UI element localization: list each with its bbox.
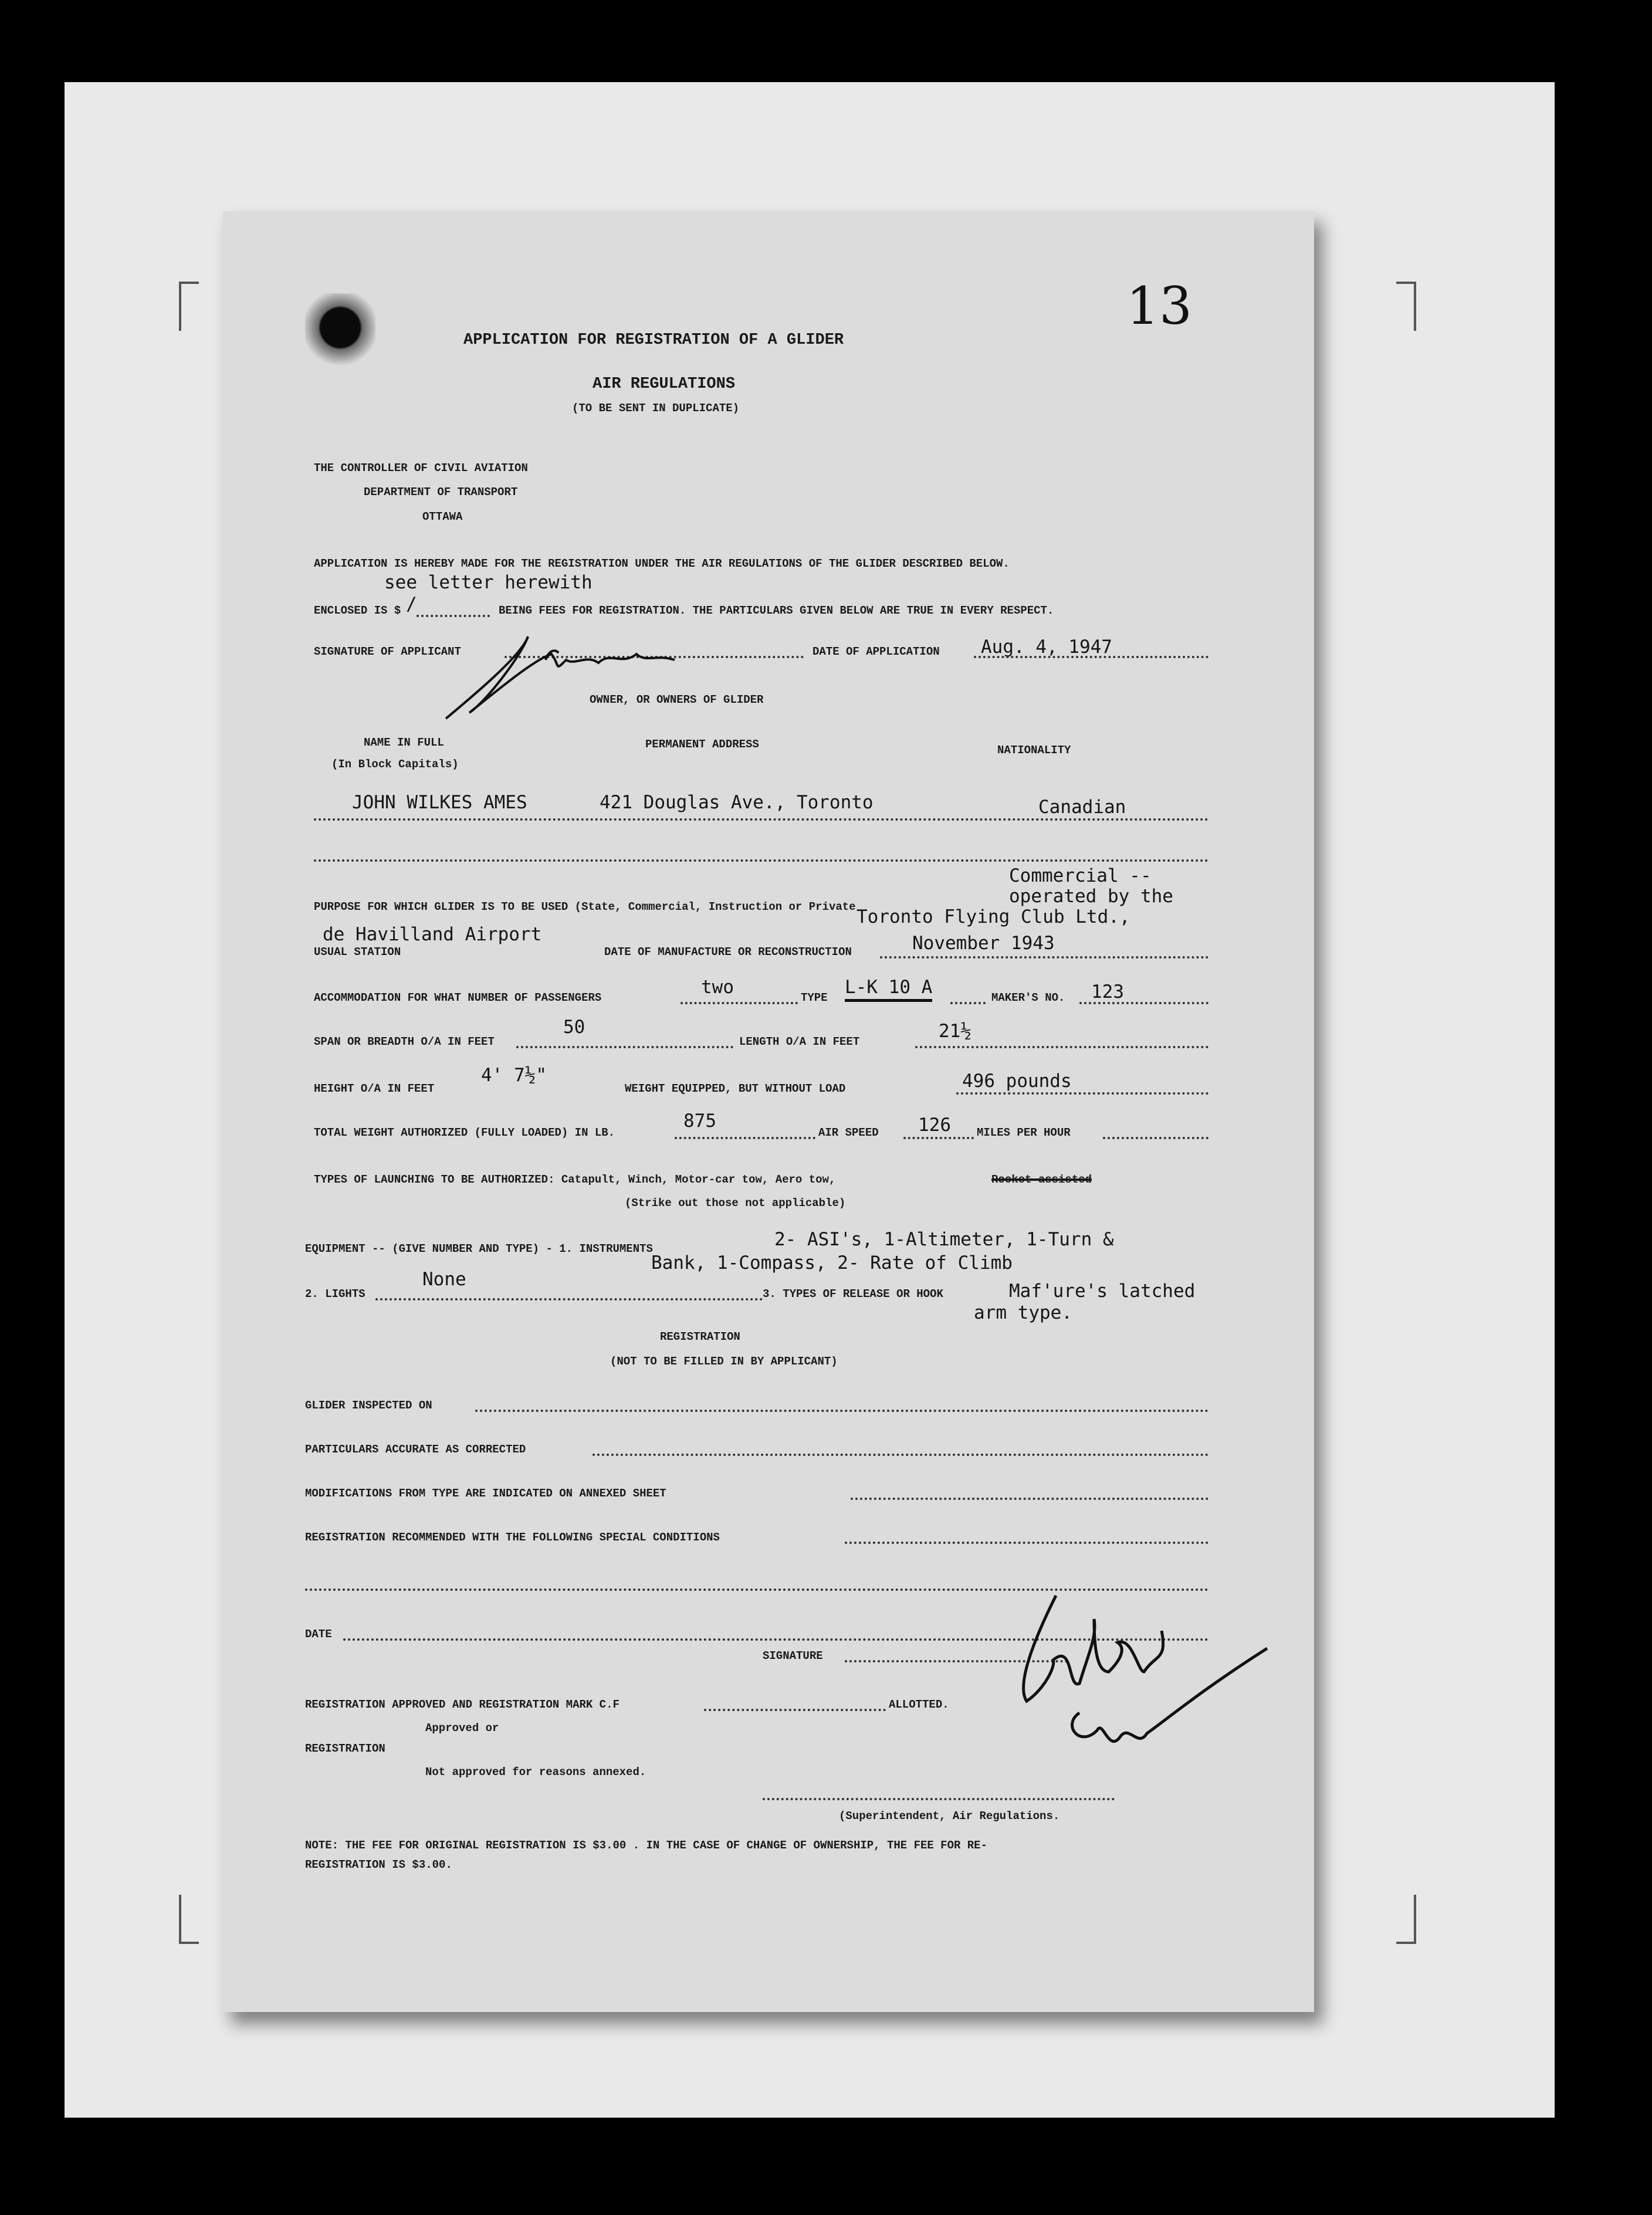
- length-dots: [915, 1046, 1208, 1048]
- owner-name: JOHN WILKES AMES: [352, 792, 527, 813]
- col-name-header: NAME IN FULL: [364, 736, 444, 749]
- air-speed-dots: [903, 1137, 974, 1139]
- launching-struck-option: Rocket-assisted: [991, 1173, 1092, 1186]
- instruments-value-2: Bank, 1-Compass, 2- Rate of Climb: [651, 1252, 1013, 1274]
- approved-label: REGISTRATION APPROVED AND REGISTRATION MARK C.F: [305, 1698, 620, 1711]
- not-approved: Not approved for reasons annexed.: [425, 1766, 646, 1779]
- purpose-value-1: Commercial --: [1009, 865, 1152, 886]
- allotted-label: ALLOTTED.: [889, 1698, 949, 1711]
- enclosed-mark: /: [406, 594, 417, 615]
- superintendent-dots: [763, 1798, 1115, 1800]
- addressee-line-1: THE CONTROLLER OF CIVIL AVIATION: [314, 462, 528, 475]
- height-label: HEIGHT O/A IN FEET: [314, 1082, 435, 1095]
- span-value: 50: [563, 1017, 585, 1038]
- signature-label-2: SIGNATURE: [763, 1650, 823, 1662]
- lights-value: None: [422, 1269, 466, 1290]
- type-value: L-K 10 A: [845, 977, 932, 1002]
- approved-dots: [704, 1709, 886, 1711]
- equipment-label: EQUIPMENT -- (GIVE NUMBER AND TYPE) - 1. INSTRUMENTS: [305, 1242, 653, 1255]
- particulars-dots: [593, 1454, 1208, 1456]
- release-value-1: Maf'ure's latched: [1009, 1281, 1196, 1302]
- date-dots: [974, 656, 1208, 658]
- recommended-label: REGISTRATION RECOMMENDED WITH THE FOLLOWING SPECIAL CONDITIONS: [305, 1531, 720, 1544]
- manufacture-value: November 1943: [912, 933, 1055, 954]
- release-label: 3. TYPES OF RELEASE OR HOOK: [763, 1288, 943, 1300]
- air-speed-value: 126: [918, 1115, 951, 1136]
- owners-heading: OWNER, OR OWNERS OF GLIDER: [590, 693, 764, 706]
- height-value: 4' 7½": [481, 1065, 547, 1086]
- weight-label: WEIGHT EQUIPPED, BUT WITHOUT LOAD: [625, 1082, 846, 1095]
- span-label: SPAN OR BREADTH O/A IN FEET: [314, 1035, 495, 1048]
- makers-dots: [1079, 1002, 1208, 1004]
- makers-no-label: MAKER'S NO.: [991, 991, 1065, 1004]
- particulars-label: PARTICULARS ACCURATE AS CORRECTED: [305, 1443, 526, 1456]
- date-label: DATE: [305, 1628, 332, 1641]
- owner-row-1-dots: [314, 818, 1208, 821]
- col-name-subheader: (In Block Capitals): [331, 758, 459, 771]
- total-weight-value: 875: [683, 1110, 716, 1132]
- page-number: 13: [1126, 276, 1192, 336]
- recommended-dots: [845, 1542, 1208, 1544]
- usual-station-value: de Havilland Airport: [323, 924, 542, 945]
- type-label: TYPE: [801, 991, 828, 1004]
- total-weight-label: TOTAL WEIGHT AUTHORIZED (FULLY LOADED) IN LB.: [314, 1126, 615, 1139]
- crop-mark-bottom-right: [1396, 1895, 1416, 1944]
- applicant-signature: [434, 619, 727, 730]
- weight-value: 496 pounds: [962, 1071, 1072, 1092]
- owner-row-2-dots: [314, 859, 1208, 862]
- date-of-application-label: DATE OF APPLICATION: [813, 645, 940, 658]
- form-title: APPLICATION FOR REGISTRATION OF A GLIDER: [463, 331, 844, 349]
- inspected-label: GLIDER INSPECTED ON: [305, 1399, 432, 1412]
- manufacture-label: DATE OF MANUFACTURE OR RECONSTRUCTION: [604, 946, 852, 959]
- crop-mark-bottom-left: [179, 1895, 199, 1944]
- addressee-line-2: DEPARTMENT OF TRANSPORT: [364, 486, 518, 499]
- modifications-label: MODIFICATIONS FROM TYPE ARE INDICATED ON ANNEXED SHEET: [305, 1487, 666, 1500]
- mph-dots: [1103, 1137, 1208, 1139]
- crop-mark-top-left: [179, 282, 199, 331]
- span-dots: [516, 1046, 733, 1048]
- type-dots: [950, 1002, 986, 1004]
- date-of-application-value: Aug. 4, 1947: [981, 636, 1112, 658]
- usual-station-label: USUAL STATION: [314, 946, 401, 959]
- official-signature: [991, 1584, 1273, 1760]
- purpose-label: PURPOSE FOR WHICH GLIDER IS TO BE USED (State, Commercial, Instruction or Private: [314, 900, 856, 913]
- launching-note: (Strike out those not applicable): [625, 1197, 846, 1210]
- length-value: 21½: [939, 1021, 971, 1042]
- enclosed-value: see letter herewith: [384, 572, 593, 593]
- passengers-dots: [681, 1002, 798, 1004]
- registration-heading: REGISTRATION: [660, 1330, 740, 1343]
- weight-dots: [956, 1092, 1208, 1095]
- signature-label: SIGNATURE OF APPLICANT: [314, 645, 461, 658]
- modifications-dots: [851, 1498, 1208, 1500]
- launching-label: TYPES OF LAUNCHING TO BE AUTHORIZED: Catapult, Winch, Motor-car tow, Aero tow,: [314, 1173, 836, 1186]
- length-label: LENGTH O/A IN FEET: [739, 1035, 860, 1048]
- purpose-value-3: Toronto Flying Club Ltd.,: [857, 906, 1130, 927]
- form-note: (TO BE SENT IN DUPLICATE): [572, 402, 740, 415]
- col-address-header: PERMANENT ADDRESS: [645, 738, 759, 751]
- instruments-value-1: 2- ASI's, 1-Altimeter, 1-Turn &: [774, 1229, 1114, 1250]
- release-value-2: arm type.: [974, 1302, 1072, 1323]
- crop-mark-top-right: [1396, 282, 1416, 331]
- manufacture-dots: [880, 956, 1208, 959]
- registration-note: (NOT TO BE FILLED IN BY APPLICANT): [610, 1355, 838, 1368]
- col-nationality-header: NATIONALITY: [997, 744, 1071, 757]
- application-statement: APPLICATION IS HEREBY MADE FOR THE REGISTRATION UNDER THE AIR REGULATIONS OF THE GLIDER DESCRIBED BELOW.: [314, 557, 1010, 570]
- air-speed-label: AIR SPEED: [818, 1126, 879, 1139]
- passengers-label: ACCOMMODATION FOR WHAT NUMBER OF PASSENGERS: [314, 991, 602, 1004]
- enclosed-dots: [417, 615, 490, 617]
- passengers-value: two: [701, 977, 734, 998]
- owner-address: 421 Douglas Ave., Toronto: [600, 792, 874, 813]
- approved-or: Approved or: [425, 1722, 499, 1735]
- enclosed-label: ENCLOSED IS $: [314, 604, 401, 617]
- registration-label: REGISTRATION: [305, 1742, 385, 1755]
- purpose-value-2: operated by the: [1009, 886, 1173, 907]
- total-weight-dots: [675, 1137, 815, 1139]
- inspected-dots: [475, 1410, 1208, 1412]
- footnote-line-1: NOTE: THE FEE FOR ORIGINAL REGISTRATION IS $3.00 . IN THE CASE OF CHANGE OF OWNERSHIP, THE FEE FOR RE-: [305, 1839, 987, 1852]
- fees-text: BEING FEES FOR REGISTRATION. THE PARTICULARS GIVEN BELOW ARE TRUE IN EVERY RESPECT.: [499, 604, 1054, 617]
- lights-label: 2. LIGHTS: [305, 1288, 365, 1300]
- footnote-line-2: REGISTRATION IS $3.00.: [305, 1858, 452, 1871]
- form-subtitle: AIR REGULATIONS: [593, 375, 736, 393]
- owner-nationality: Canadian: [1038, 797, 1126, 818]
- punch-hole: [305, 293, 375, 370]
- addressee-line-3: OTTAWA: [422, 510, 463, 523]
- lights-dots: [375, 1298, 763, 1300]
- mph-label: MILES PER HOUR: [977, 1126, 1071, 1139]
- superintendent-label: (Superintendent, Air Regulations.: [839, 1810, 1060, 1823]
- makers-no-value: 123: [1091, 981, 1124, 1002]
